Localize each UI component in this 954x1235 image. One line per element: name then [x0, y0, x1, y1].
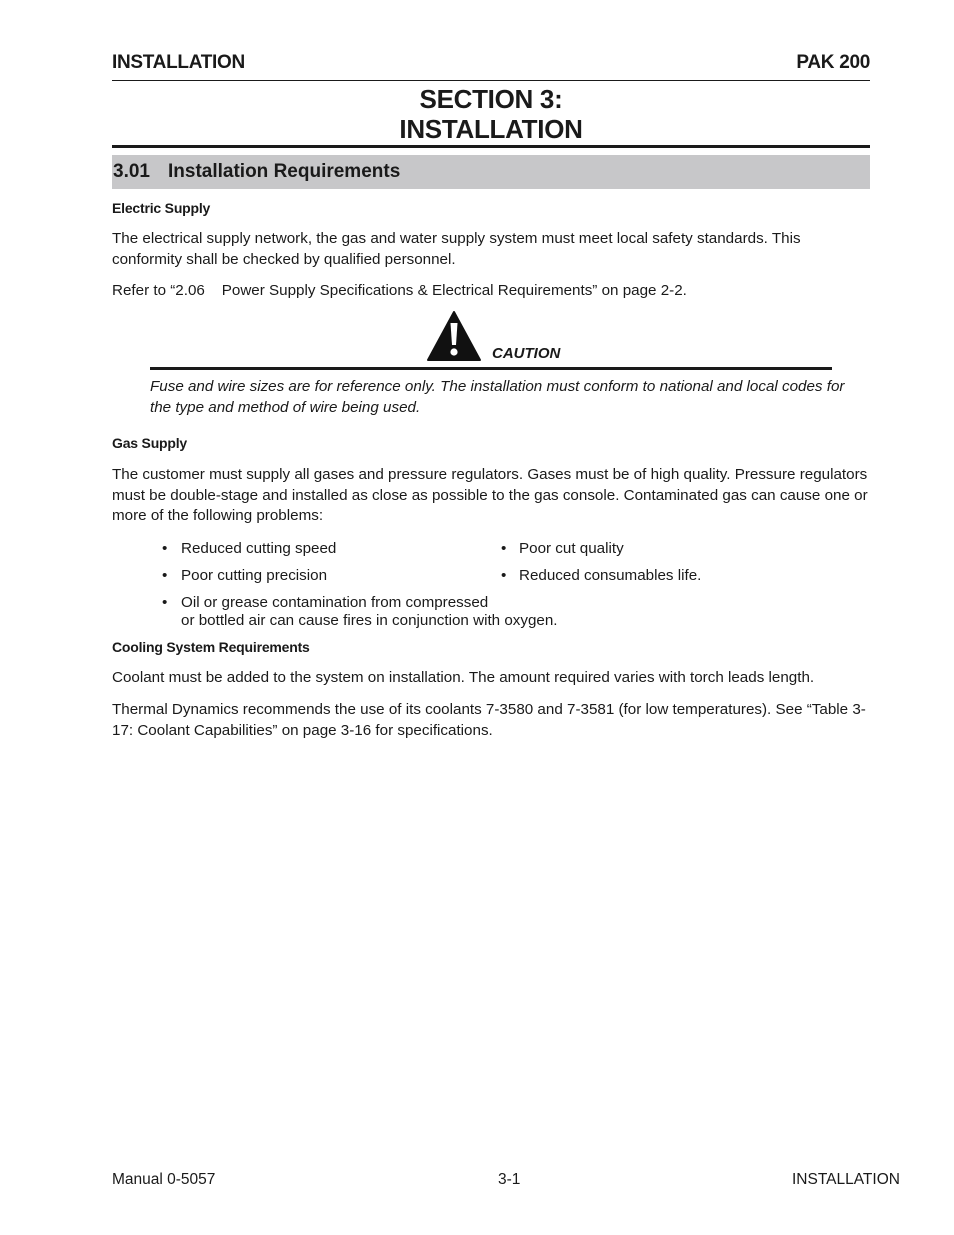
section-title-line1: SECTION 3: — [419, 84, 563, 114]
cooling-system-heading: Cooling System Requirements — [112, 639, 310, 655]
subsection-number: 3.01 — [113, 161, 150, 182]
electric-supply-heading: Electric Supply — [112, 200, 211, 216]
manual-page: INSTALLATION PAK 200 SECTION 3: INSTALLATION 3.01 Installation Requirements Electric Supply The electrical supply network, the gas and water supply system must meet local safety standards. This conformity shall be checked by qualified personnel. Refer to “2.06 Power Supply Specifications & Electrical Requirements” on page 2-2. CAUTION Fuse and wire sizes are for reference only. The installation must conform to national and local codes for the type and method of wire being used. Gas Supply The customer must supply all gases and pressure regulators. Gases must be of high quality. Pressure regulators must be double-stage and installed as close as possible to the gas console. Contaminated gas can cause one or more of the following problems: • Reduced cutting speed • Poor cut quality • Poor cutting precision • Reduced consumables life. • Oil or grease contamination from compressed or bottled air can cause fires in conjunction with oxygen. Cooling System Requirements Coolant must be added to the system on installation. The amount required varies with torch leads length. Thermal Dynamics recommends the use of its coolants 7-3580 and 7-3581 (for low temperatures). See “Table 3-17: Coolant Capabilities” on page 3-16 for specifications. Manual 0-5057 3-1 INSTALLATION — [112, 52, 900, 1188]
section-title — [112, 84, 870, 144]
header-chapter: INSTALLATION — [112, 52, 245, 73]
section-title-line2: INSTALLATION — [399, 114, 583, 144]
running-header — [112, 52, 870, 81]
bullet-marker: • — [162, 594, 168, 611]
warning-triangle-icon — [426, 310, 482, 362]
section-divider — [112, 145, 870, 148]
footer-page-number: 3-1 — [498, 1171, 521, 1188]
bullet-marker: • — [162, 540, 168, 557]
bullet-marker: • — [501, 540, 507, 557]
caution-text: Fuse and wire sizes are for reference only. The installation must conform to national and local codes for the type and method of wire being used. — [150, 378, 845, 416]
header-product: PAK 200 — [796, 52, 870, 73]
gas-supply-heading: Gas Supply — [112, 435, 188, 451]
electric-supply-para-1: The electrical supply network, the gas and water supply system must meet local safety standards. This conformity shall be checked by qualified personnel. — [112, 230, 801, 268]
subsection-heading — [112, 155, 870, 189]
caution-label: CAUTION — [492, 345, 561, 362]
electric-supply-para-2: Refer to “2.06 Power Supply Specifications & Electrical Requirements” on page 2-2. — [112, 282, 687, 299]
gas-supply-para: The customer must supply all gases and pressure regulators. Gases must be of high quality. Pressure regulators must be double-stage and installed as close as possible to the gas console. Contaminated gas can cause one or more of the following problems: — [112, 466, 868, 524]
subsection-title: Installation Requirements — [168, 161, 401, 182]
bullet-marker: • — [162, 567, 168, 584]
cooling-system-para-1: Coolant must be added to the system on installation. The amount required varies with torch leads length. — [112, 669, 815, 686]
caution-divider — [150, 367, 832, 370]
bullet-marker: • — [501, 567, 507, 584]
cooling-system-para-2: Thermal Dynamics recommends the use of its coolants 7-3580 and 7-3581 (for low temperatures). See “Table 3-17: Coolant Capabilities” on page 3-16 for specifications. — [112, 701, 866, 739]
footer-manual-number: Manual 0-5057 — [112, 1171, 216, 1188]
footer-chapter: INSTALLATION — [792, 1171, 900, 1188]
